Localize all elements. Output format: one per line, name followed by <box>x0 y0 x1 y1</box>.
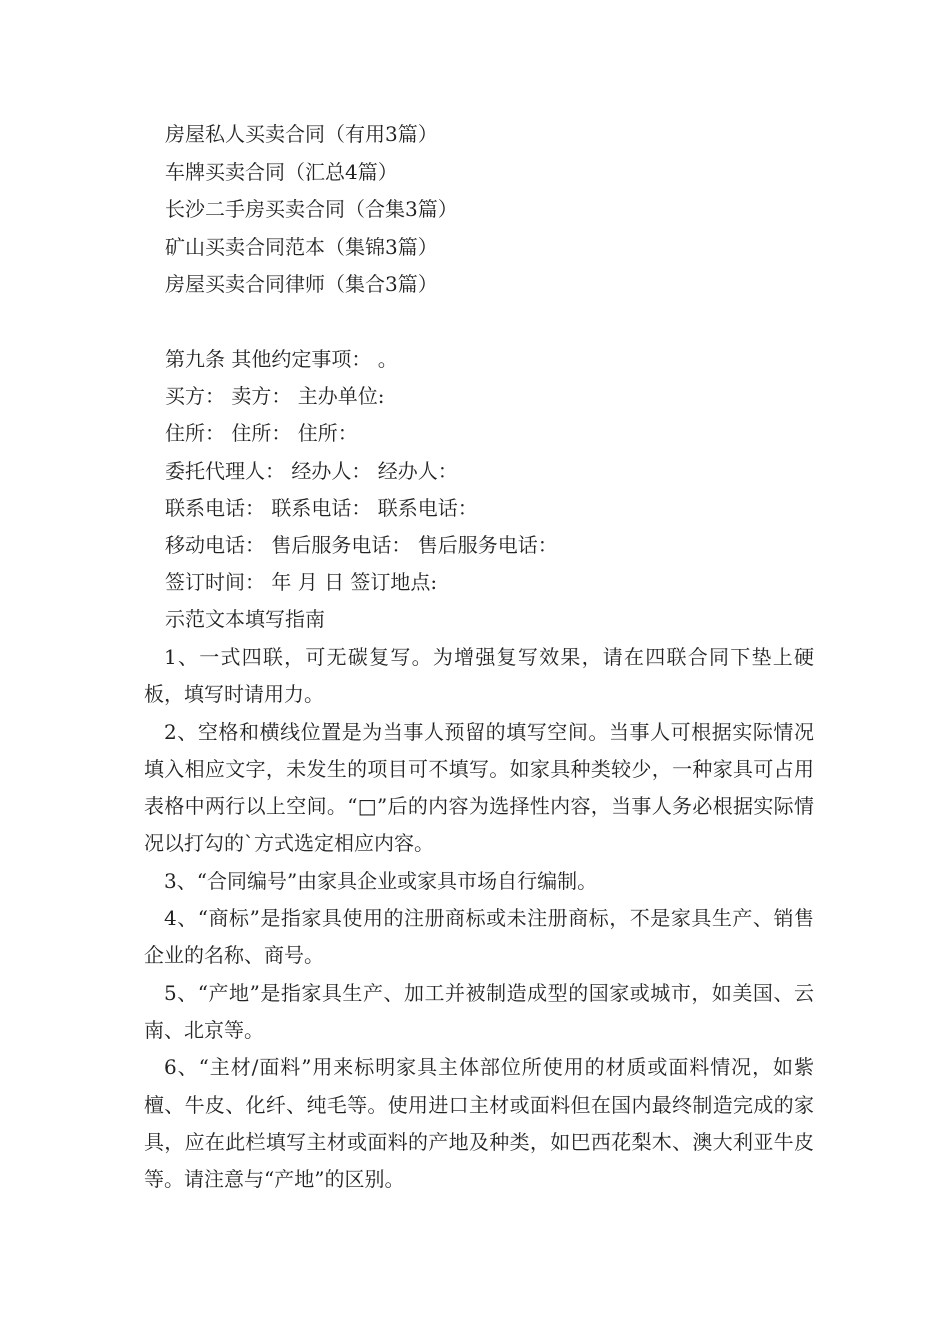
guide-item: 2、空格和横线位置是为当事人预留的填写空间。当事人可根据实际情况填入相应文字，未发生的项目可不填写。如家具种类较少，一种家具可占用表格中两行以上空间。“□”后的内容为选择性内容，当事人务必根据实际情况以打勾的`方式选定相应内容。 <box>144 719 814 856</box>
related-links-list <box>165 116 458 304</box>
guide-item: 5、“产地”是指家具生产、加工并被制造成型的国家或城市，如美国、云南、北京等。 <box>144 980 814 1042</box>
party-line: 买方： 卖方： 主办单位: <box>165 384 385 409</box>
address-line: 住所： 住所： 住所： <box>165 421 358 446</box>
related-link[interactable]: 长沙二手房买卖合同（合集3篇） <box>165 197 458 221</box>
signing-line: 签订时间： 年 月 日 签订地点: <box>165 570 438 595</box>
clause-nine: 第九条 其他约定事项： 。 <box>165 347 398 371</box>
related-link[interactable]: 房屋买卖合同律师（集合3篇） <box>165 272 438 296</box>
guide-item: 4、“商标”是指家具使用的注册商标或未注册商标，不是家具生产、销售企业的名称、商号。 <box>144 906 814 968</box>
guide-item: 1、一式四联，可无碳复写。为增强复写效果，请在四联合同下垫上硬板，填写时请用力。 <box>144 645 814 707</box>
related-link[interactable]: 矿山买卖合同范本（集锦3篇） <box>165 234 438 259</box>
mobile-line: 移动电话： 售后服务电话： 售后服务电话： <box>165 532 558 557</box>
related-link[interactable]: 车牌买卖合同（汇总4篇） <box>165 159 398 184</box>
related-link[interactable]: 房屋私人买卖合同（有用3篇） <box>165 122 438 146</box>
contract-fields <box>165 341 558 639</box>
guide-heading: 示范文本填写指南 <box>165 607 325 632</box>
agent-line: 委托代理人： 经办人： 经办人： <box>165 458 458 483</box>
guide-item: 6、“主材/面料”用来标明家具主体部位所使用的材质或面料情况，如紫檀、牛皮、化纤、纯毛等。使用进口主材或面料但在国内最终制造完成的家具，应在此栏填写主材或面料的产地及种类，如巴西花梨木、澳大利亚牛皮等。请注意与“产地”的区别。 <box>144 1055 814 1192</box>
guide-body <box>144 639 814 1198</box>
guide-item: 3、“合同编号”由家具企业或家具市场自行编制。 <box>164 868 598 893</box>
phone-line: 联系电话： 联系电话： 联系电话： <box>165 495 478 520</box>
